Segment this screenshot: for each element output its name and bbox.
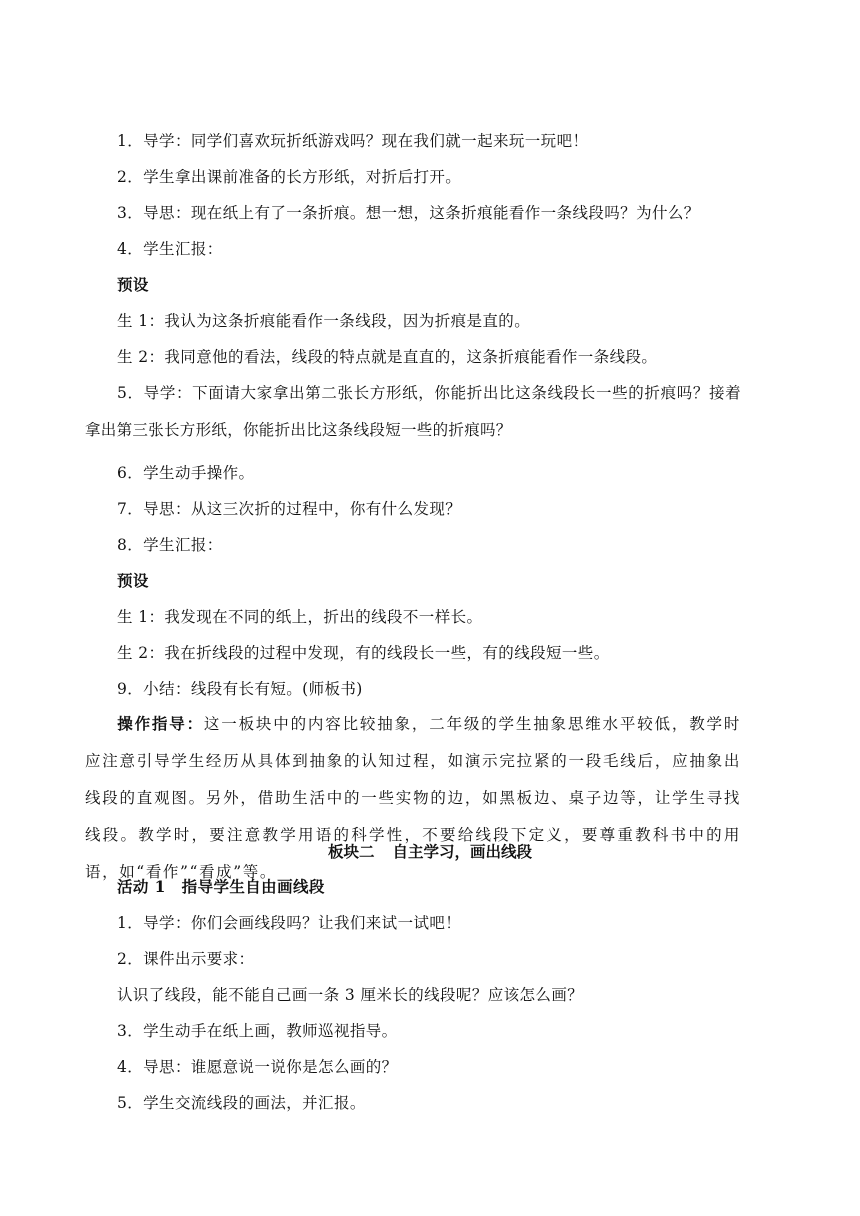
step-6-text: 6．学生动手操作。	[117, 464, 255, 482]
section-title: 自主学习，画出线段	[392, 842, 533, 861]
step-9-text: 9．小结：线段有长有短。(师板书)	[117, 680, 363, 698]
preset-label: 预设	[117, 275, 149, 294]
preset-label: 预设	[117, 571, 149, 590]
operation-guide-text: 这一板块中的内容比较抽象，二年级的学生抽象思维水平较低，教学时应注意引导学生经历从具体到抽象的认知过程，如演示完拉紧的一段毛线后，应抽象出线段的直观图。另外，借助生活中的一些实物的边，如黑板边、桌子边等，让学生寻找线段。教学时，要注意教学用语的科学性，不要给线段下定义，要尊重教科书中的用语，如“看作”“看成”等。	[85, 715, 741, 881]
step-7-text: 7．导思：从这三次折的过程中，你有什么发现？	[117, 500, 462, 518]
requirement-text: 认识了线段，能不能自己画一条 3 厘米长的线段呢？应该怎么画？	[117, 986, 584, 1004]
step-2-text: 2．学生拿出课前准备的长方形纸，对折后打开。	[117, 168, 462, 186]
step-4-text: 4．导思：谁愿意说一说你是怎么画的？	[117, 1058, 398, 1076]
step-5-text: 5．导学：下面请大家拿出第二张长方形纸，你能折出比这条线段长一些的折痕吗？接着拿出第三张长方形纸，你能折出比这条线段短一些的折痕吗？	[85, 384, 741, 439]
step-5-paragraph	[85, 375, 741, 449]
operation-guide-paragraph	[85, 705, 741, 891]
step-5-text: 5．学生交流线段的画法，并汇报。	[117, 1094, 366, 1112]
section-number: 板块二	[327, 842, 375, 861]
step-3-text: 3．导思：现在纸上有了一条折痕。想一想，这条折痕能看作一条线段吗？为什么？	[117, 204, 700, 222]
step-3-text: 3．学生动手在纸上画，教师巡视指导。	[117, 1022, 398, 1040]
step-2-text: 2．课件出示要求：	[117, 950, 255, 968]
student-1-answer: 生 1：我认为这条折痕能看作一条线段，因为折痕是直的。	[117, 312, 531, 330]
activity-heading: 活动 1 指导学生自由画线段	[117, 877, 325, 896]
student-2-answer: 生 2：我在折线段的过程中发现，有的线段长一些，有的线段短一些。	[117, 644, 610, 662]
section-heading	[0, 842, 860, 862]
student-2-answer: 生 2：我同意他的看法，线段的特点就是直直的，这条折痕能看作一条线段。	[117, 348, 658, 366]
step-4-text: 4．学生汇报：	[117, 240, 223, 258]
student-1-answer: 生 1：我发现在不同的纸上，折出的线段不一样长。	[117, 608, 483, 626]
step-1-text: 1．导学：你们会画线段吗？让我们来试一试吧！	[117, 914, 462, 932]
operation-guide-label: 操作指导：	[117, 714, 204, 733]
step-1-text: 1．导学：同学们喜欢玩折纸游戏吗？现在我们就一起来玩一玩吧！	[117, 132, 589, 150]
step-8-text: 8．学生汇报：	[117, 536, 223, 554]
